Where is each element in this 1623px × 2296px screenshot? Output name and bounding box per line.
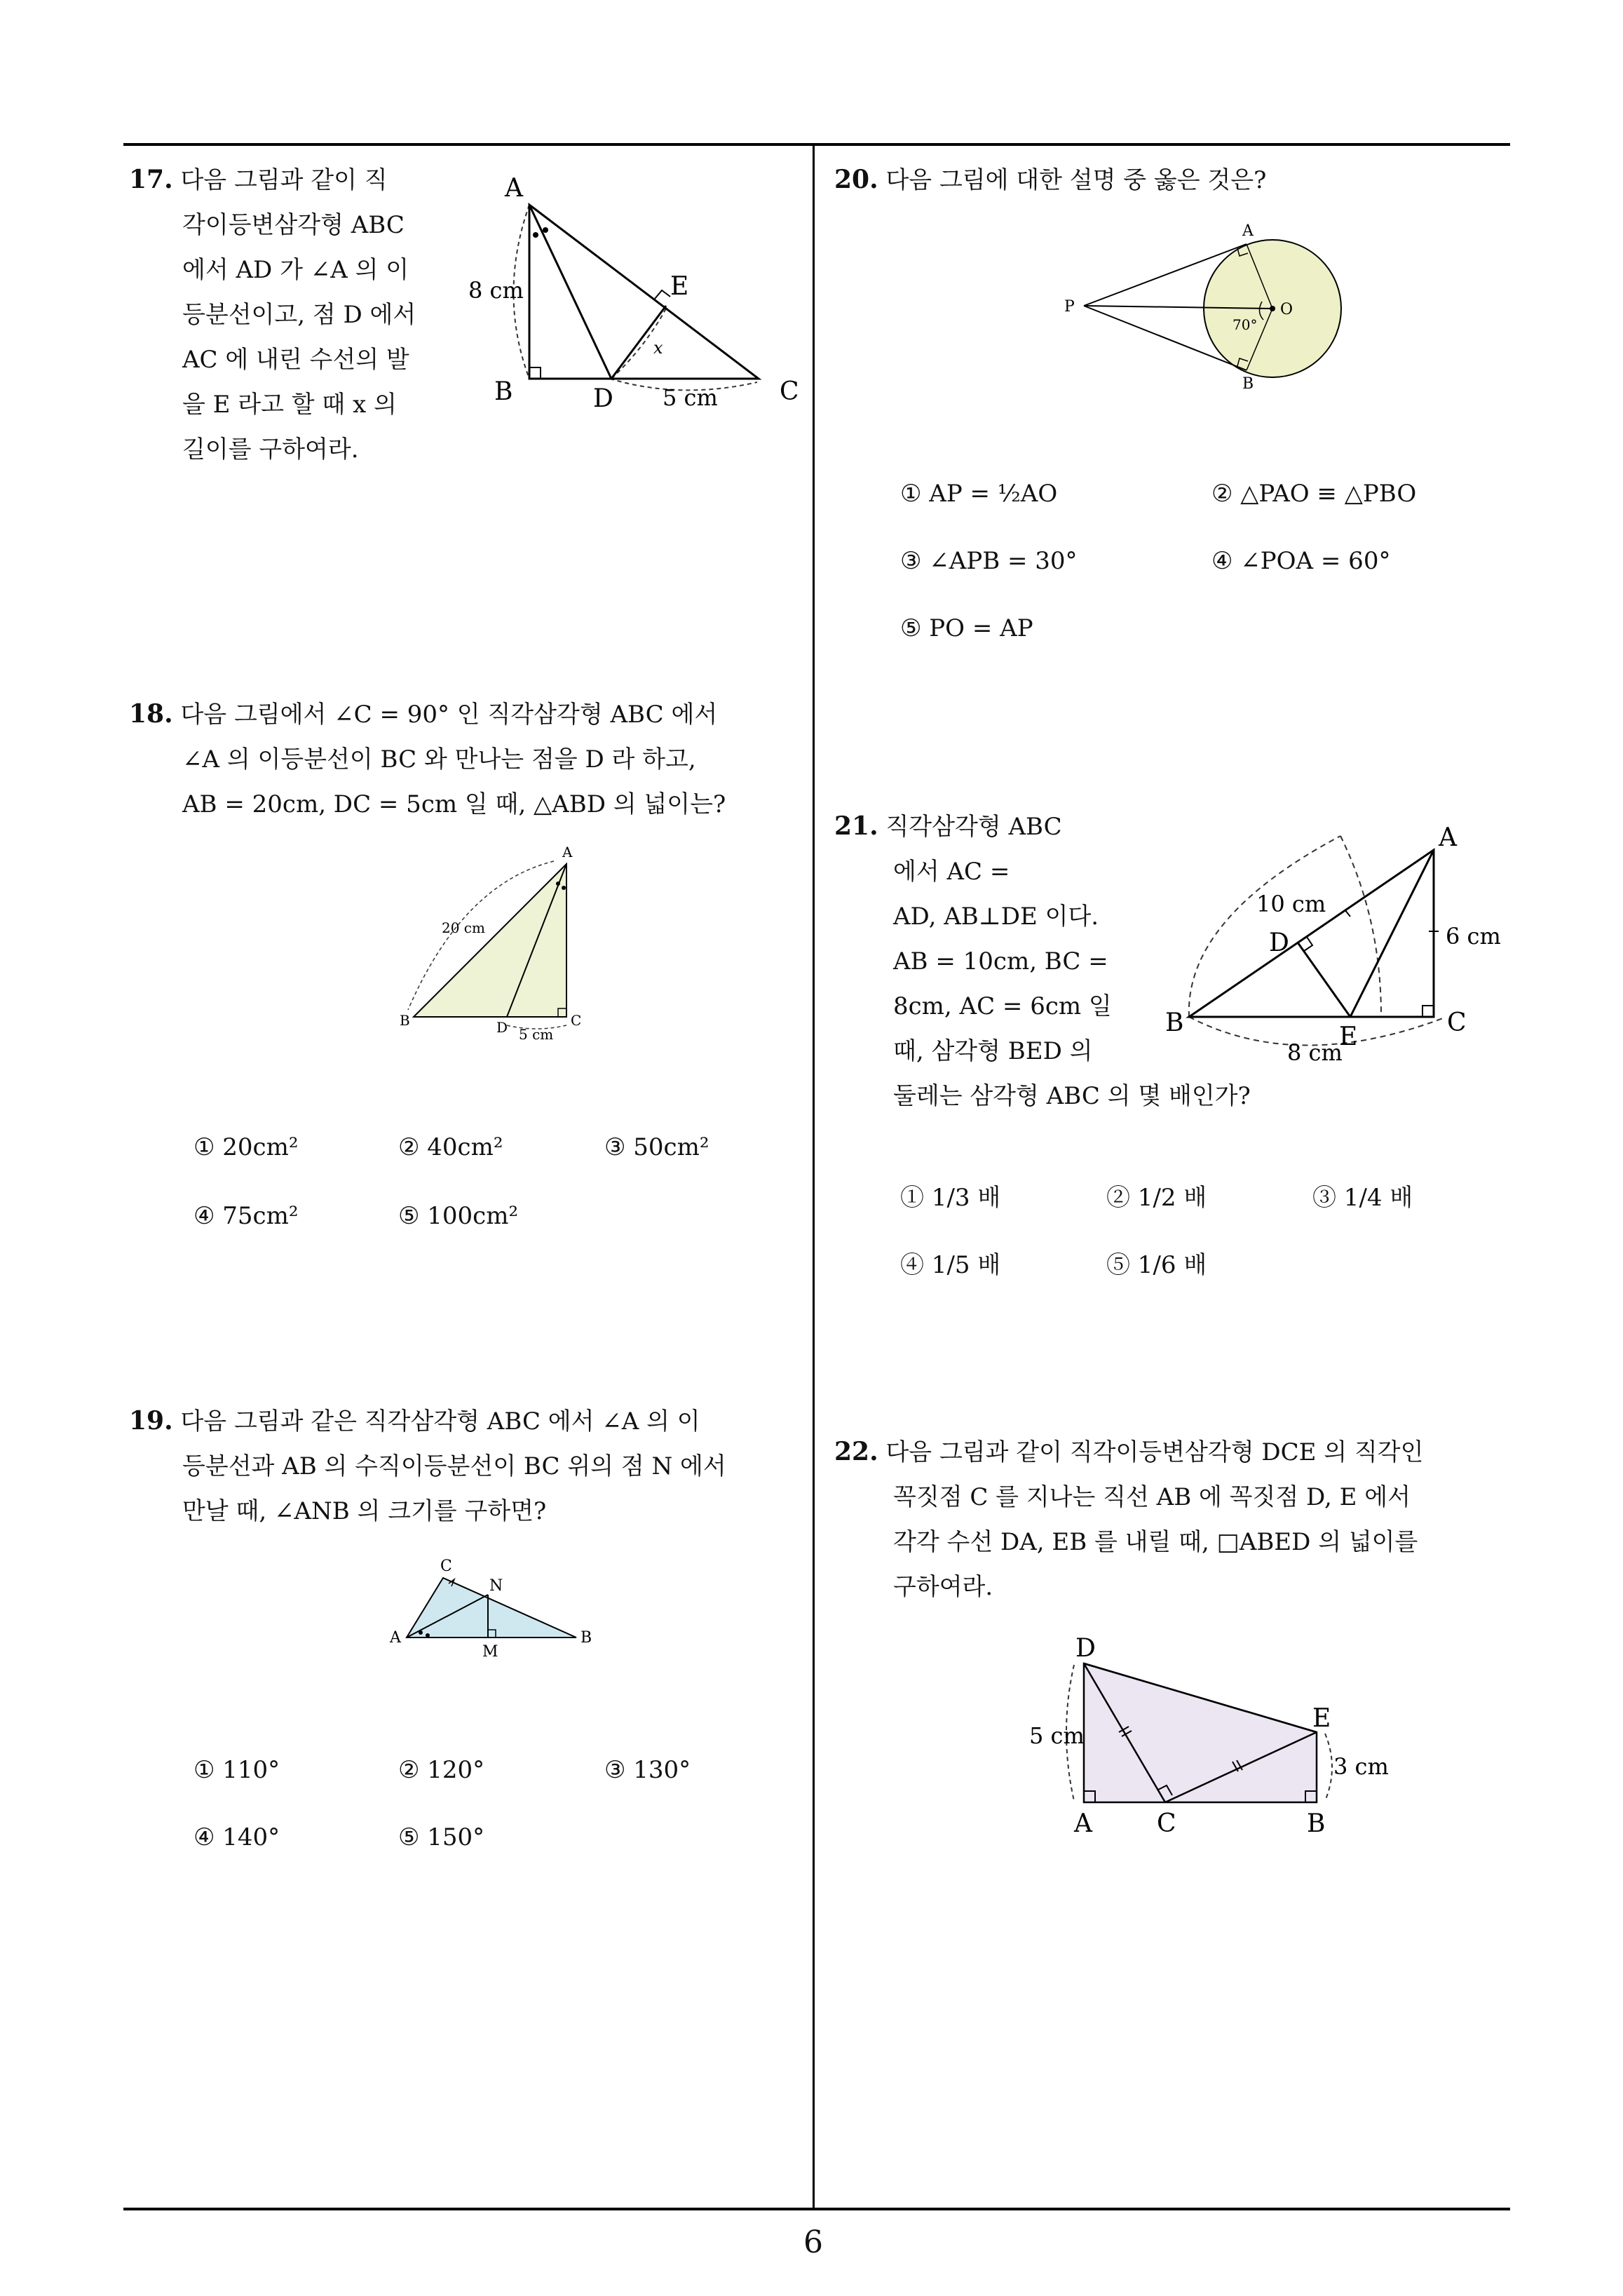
problem-22	[834, 1429, 1507, 1609]
choice-5[interactable]: ⑤ 150°	[398, 1823, 485, 1851]
problem-text: 에서 AD 가 ∠A 의 이	[182, 256, 409, 284]
choice-1[interactable]: ① 1/3 배	[900, 1184, 1001, 1212]
length-label-8cm: 8 cm	[468, 277, 524, 304]
problem-text: 길이를 구하여라.	[182, 435, 359, 464]
problem-text: 다음 그림과 같이 직각이등변삼각형 DCE 의 직각인	[885, 1438, 1424, 1466]
problem-20	[834, 157, 1507, 203]
vertex-label-b: B	[1242, 375, 1254, 393]
choice-4[interactable]: ④ 1/5 배	[900, 1251, 1001, 1279]
figure-20	[1059, 217, 1367, 393]
bottom-rule	[123, 2208, 1510, 2210]
problem-text: 다음 그림에 대한 설명 중 옳은 것은?	[885, 166, 1267, 194]
problem-text: 각이등변삼각형 ABC	[182, 211, 405, 239]
figure-21	[1157, 821, 1507, 1080]
length-label-3cm: 3 cm	[1333, 1753, 1389, 1780]
problem-number: 17.	[129, 165, 173, 194]
choice-3[interactable]: ③ 130°	[604, 1756, 691, 1784]
choice-5[interactable]: ⑤ 100cm²	[398, 1202, 519, 1230]
problem-text: ∠A 의 이등분선이 BC 와 만나는 점을 D 라 하고,	[182, 745, 696, 774]
length-label-5cm: 5 cm	[519, 1026, 554, 1043]
vertex-label-a: A	[1439, 823, 1457, 852]
problem-text: AC 에 내린 수선의 발	[182, 346, 409, 374]
vertex-label-a: A	[1074, 1809, 1092, 1838]
vertex-label-d: D	[593, 384, 613, 413]
problem-18	[129, 691, 809, 827]
problem-text: AB = 10cm, BC =	[893, 947, 1108, 975]
problem-number: 22.	[834, 1437, 878, 1466]
problem-text: 구하여라.	[893, 1573, 993, 1601]
choice-1[interactable]: ① 20cm²	[193, 1133, 299, 1161]
vertex-label-b: B	[1307, 1809, 1326, 1838]
vertex-label-d: D	[1075, 1634, 1096, 1663]
figure-22	[1017, 1627, 1409, 1851]
problem-text: AB = 20cm, DC = 5cm 일 때, △ABD 의 넓이는?	[182, 790, 726, 818]
choice-4[interactable]: ④ ∠POA = 60°	[1211, 547, 1391, 575]
choice-2[interactable]: ② △PAO ≡ △PBO	[1211, 480, 1417, 508]
length-label-6cm: 6 cm	[1446, 923, 1501, 950]
problem-19	[129, 1398, 809, 1534]
problem-text: 을 E 라고 할 때 x 의	[182, 391, 397, 419]
problem-text: 만날 때, ∠ANB 의 크기를 구하면?	[182, 1497, 547, 1525]
problem-text: 꼭짓점 C 를 지나는 직선 AB 에 꼭짓점 D, E 에서	[893, 1483, 1411, 1511]
length-label-20cm: 20 cm	[442, 919, 485, 936]
column-divider	[813, 143, 815, 2210]
vertex-label-c: C	[440, 1558, 452, 1575]
choice-3[interactable]: ③ 50cm²	[604, 1133, 709, 1161]
choice-5[interactable]: ⑤ 1/6 배	[1106, 1251, 1207, 1279]
page-number: 6	[803, 2224, 823, 2260]
vertex-label-c: C	[1157, 1809, 1176, 1838]
vertex-label-b: B	[580, 1629, 592, 1647]
problem-text: 다음 그림에서 ∠C = 90° 인 직각삼각형 ABC 에서	[180, 701, 718, 729]
vertex-label-e: E	[1312, 1704, 1331, 1733]
figure-19	[387, 1550, 611, 1662]
vertex-label-e: E	[670, 272, 689, 301]
vertex-label-d: D	[496, 1019, 508, 1036]
figure-17	[456, 168, 820, 421]
length-label-5cm: 5 cm	[1029, 1722, 1085, 1749]
choice-4[interactable]: ④ 75cm²	[193, 1202, 299, 1230]
problem-number: 20.	[834, 165, 878, 194]
length-label-5cm: 5 cm	[663, 384, 718, 411]
problem-text: 직각삼각형 ABC	[885, 813, 1062, 841]
vertex-label-d: D	[1269, 928, 1289, 957]
figure-18	[393, 842, 603, 1052]
vertex-label-c: C	[1447, 1008, 1467, 1037]
problem-text: 다음 그림과 같이 직	[180, 166, 388, 194]
problem-text: 때, 삼각형 BED 의	[893, 1037, 1093, 1065]
vertex-label-a: A	[390, 1629, 401, 1647]
length-label-10cm: 10 cm	[1256, 891, 1326, 917]
problem-text: 등분선이고, 점 D 에서	[182, 301, 416, 329]
choice-2[interactable]: ② 40cm²	[398, 1133, 503, 1161]
vertex-label-c: C	[571, 1012, 582, 1029]
problem-17	[129, 157, 451, 472]
choice-5[interactable]: ⑤ PO = AP	[900, 614, 1033, 642]
vertex-label-b: B	[400, 1012, 410, 1029]
choice-3[interactable]: ③ ∠APB = 30°	[900, 547, 1078, 575]
problem-text: 둘레는 삼각형 ABC 의 몇 배인가?	[893, 1082, 1251, 1110]
choice-1[interactable]: ① AP = ½AO	[900, 480, 1058, 508]
vertex-label-n: N	[489, 1577, 503, 1595]
vertex-label-b: B	[494, 377, 513, 406]
problem-text: 다음 그림과 같은 직각삼각형 ABC 에서 ∠A 의 이	[180, 1407, 700, 1436]
problem-number: 18.	[129, 699, 173, 729]
choice-2[interactable]: ② 1/2 배	[1106, 1184, 1207, 1212]
problem-number: 19.	[129, 1406, 173, 1436]
vertex-label-e: E	[1339, 1022, 1358, 1051]
vertex-label-m: M	[482, 1643, 498, 1661]
problem-number: 21.	[834, 811, 878, 841]
choice-1[interactable]: ① 110°	[193, 1756, 280, 1784]
vertex-label-p: P	[1064, 298, 1075, 316]
problem-text: 8cm, AC = 6cm 일	[893, 992, 1112, 1020]
choice-4[interactable]: ④ 140°	[193, 1823, 280, 1851]
choice-3[interactable]: ③ 1/4 배	[1312, 1184, 1413, 1212]
problem-text: 각각 수선 DA, EB 를 내릴 때, □ABED 의 넓이를	[893, 1528, 1418, 1556]
problem-text: 에서 AC =	[893, 858, 1010, 886]
vertex-label-a: A	[562, 844, 573, 860]
vertex-label-a: A	[505, 174, 523, 203]
choice-2[interactable]: ② 120°	[398, 1756, 485, 1784]
top-rule	[123, 143, 1510, 146]
vertex-label-c: C	[780, 377, 799, 406]
problem-text: 등분선과 AB 의 수직이등분선이 BC 위의 점 N 에서	[182, 1452, 726, 1480]
vertex-label-a: A	[1242, 222, 1254, 240]
vertex-label-b: B	[1165, 1008, 1184, 1037]
length-label-x: x	[653, 338, 663, 358]
length-label-8cm: 8 cm	[1287, 1039, 1343, 1066]
vertex-label-o: O	[1280, 301, 1293, 318]
angle-label-70: 70°	[1232, 316, 1258, 333]
problem-text: AD, AB⊥DE 이다.	[893, 903, 1099, 931]
